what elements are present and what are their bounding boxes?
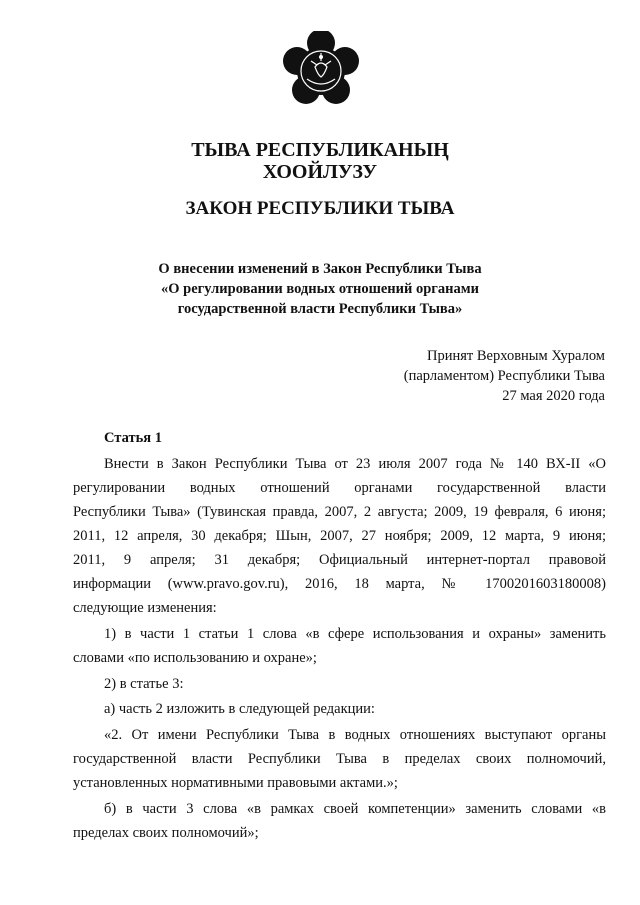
body-line: 2011, 9 апреля; 31 декабря; Официальный интернет-портал правовой — [73, 552, 606, 568]
body-line: государственной власти Республики Тыва в пределах своих полномочий, — [73, 751, 606, 767]
body-line: 2) в статье 3: — [104, 676, 184, 692]
body-line: установленных нормативными правовыми актами.»; — [73, 775, 398, 791]
org-title-line-1: ТЫВА РЕСПУБЛИКАНЫҢ — [191, 139, 449, 161]
adoption-date: 27 мая 2020 года — [502, 388, 605, 404]
adoption-line-2: (парламентом) Республики Тыва — [403, 368, 605, 384]
body-line: «2. От имени Республики Тыва в водных отношениях выступают органы — [104, 727, 606, 743]
org-title-line-2: ХООЙЛУЗУ — [262, 161, 378, 183]
body-line: б) в части 3 слова «в рамках своей компетенции» заменить словами «в — [104, 801, 606, 817]
body-line: Внести в Закон Республики Тыва от 23 июля 2007 года № 140 ВХ-II «О — [104, 456, 606, 472]
body-line: пределах своих полномочий»; — [73, 825, 259, 841]
body-line: 1) в части 1 статьи 1 слова «в сфере использования и охраны» заменить — [104, 626, 606, 642]
law-title: ЗАКОН РЕСПУБЛИКИ ТЫВА — [185, 198, 455, 219]
body-line: регулировании водных отношений органами государственной власти — [73, 480, 606, 496]
adoption-line-1: Принят Верховным Хуралом — [427, 348, 605, 364]
subject-line-1: О внесении изменений в Закон Республики Тыва — [158, 261, 482, 277]
subject-line-3: государственной власти Республики Тыва» — [177, 301, 463, 317]
tuva-emblem-icon — [281, 31, 361, 111]
subject-line-2: «О регулировании водных отношений органами — [161, 281, 479, 297]
body-line: словами «по использованию и охране»; — [73, 650, 317, 666]
body-line: Республики Тыва» (Тувинская правда, 2007, 2 августа; 2009, 19 февраля, 6 июня; — [73, 504, 606, 520]
body-line: 2011, 12 апреля, 30 декабря; Шын, 2007, 27 ноября; 2009, 12 марта, 9 июня; — [73, 528, 606, 544]
body-line: а) часть 2 изложить в следующей редакции: — [104, 701, 375, 717]
body-line: следующие изменения: — [73, 600, 217, 616]
body-line: информации (www.pravo.gov.ru), 2016, 18 марта, № 1700201603180008) — [73, 576, 606, 592]
article-title: Статья 1 — [104, 430, 162, 446]
